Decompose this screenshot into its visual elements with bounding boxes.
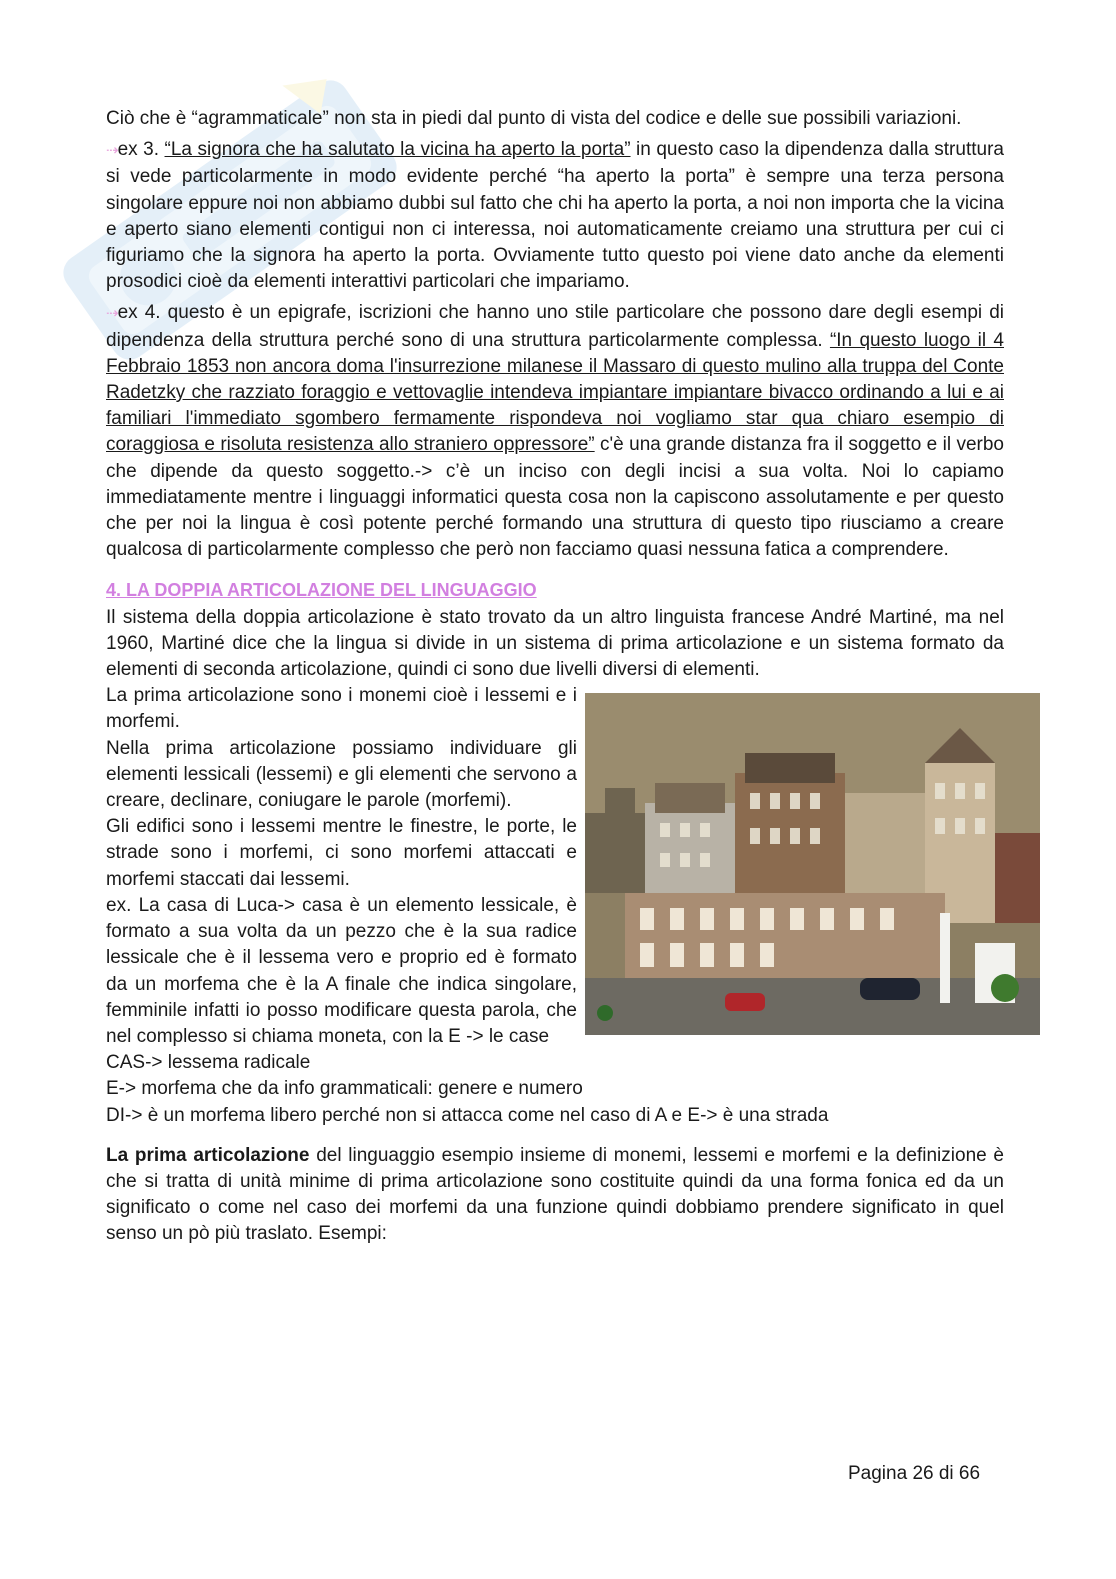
page-number: Pagina 26 di 66 bbox=[848, 1463, 981, 1484]
di-morpheme-line: DI-> è un morfema libero perché non si attacca come nel caso di A e E-> è una strada bbox=[106, 1104, 829, 1126]
final-body: del linguaggio esempio insieme di monemi, lessemi e morfemi e la definizione è che si tratta di unità minime di prima articolazione sono costituite quindi da una forma fonica ed da un significato o come nel caso dei morfemi da una funzione quindi dobbiamo prendere significato in quel senso un pò più traslato. Esempi: bbox=[106, 1144, 1004, 1245]
buildings-analogy-line: Gli edifici sono i lessemi mentre le finestre, le porte, le strade sono i morfemi, ci sono morfemi attaccati e morfemi staccati dai lessemi. bbox=[106, 816, 577, 890]
lexical-elements-line: Nella prima articolazione possiamo individuare gli elementi lessicali (lessemi) e gli elementi che servono a creare, declinare, coniugare le parole (morfemi). bbox=[106, 737, 577, 812]
epigraph-quote: “In questo luogo il 4 Febbraio 1853 non ancora doma l'insurrezione milanese il Massaro di questo mulino alla truppa del Conte Radetzky che razziato foraggio e vettovaglie intendeva impiantare impiantare bivacco ordinando a lui e ai familiari l'immediato sgombero fermamente rispondeva noi vogliamo star qua chiaro esempio di coraggiosa e risoluta resistenza allo straniero oppressore” bbox=[106, 329, 1004, 456]
example-3-quote: “La signora che ha salutato la vicina ha aperto la porta” bbox=[164, 139, 631, 161]
section-intro: Il sistema della doppia articolazione è stato trovato da un altro linguista francese André Martiné, ma nel 1960, Martiné dice che la lingua si divide in un sistema di prima articolazione e un sistema formato da elementi di seconda articolazione, quindi ci sono due livelli diversi di elementi. bbox=[106, 606, 1004, 681]
example-3-lead: ex 3. bbox=[117, 139, 165, 161]
paragraph-agrammaticale: Ciò che è “agrammaticale” non sta in piedi dal punto di vista del codice e delle sue possibili variazioni. bbox=[106, 108, 962, 129]
final-bold-term: La prima articolazione bbox=[106, 1144, 310, 1166]
example-4-lead: ex 4. questo è un epigrafe, iscrizioni che hanno uno stile particolare che possono dare degli esempi di dipendenza della struttura perché sono di una struttura particolarmente complessa. bbox=[106, 302, 1004, 351]
document-body bbox=[106, 106, 1004, 1248]
arrow-icon: ⇢ bbox=[106, 305, 118, 323]
section-heading: 4. LA DOPPIA ARTICOLAZIONE DEL LINGUAGGIO bbox=[106, 580, 537, 601]
e-morpheme-line: E-> morfema che da info grammaticali: genere e numero bbox=[106, 1078, 583, 1100]
first-articulation-line: La prima articolazione sono i monemi cioè i lessemi e i morfemi. bbox=[106, 685, 577, 733]
casa-example-line: ex. La casa di Luca-> casa è un elemento lessicale, è formato a sua volta da un pezzo che è la sua radice lessicale che è il lessema vero e proprio ed è formato da un morfema che è la A finale che indica singolare, femminile infatti io posso modificare questa parola, che nel complesso si chiama moneta, con la E -> le case bbox=[106, 894, 577, 1047]
arrow-icon: ⇢ bbox=[106, 142, 118, 160]
example-4-body: c'è una grande distanza fra il soggetto e il verbo che dipende da questo soggetto.-> c’è un inciso con degli incisi a sua volta. Noi lo capiamo immediatamente mentre i linguaggi informatici questa cosa non la capiscono assolutamente e per questo che per noi la lingua è così potente perché formando una struttura di questo tipo riusciamo a creare qualcosa di particolarmente complesso che però non facciamo quasi nessuna fatica a comprendere. bbox=[106, 434, 1004, 561]
paragraph-example-4 bbox=[106, 300, 1004, 563]
illustrated-block bbox=[106, 683, 1004, 1128]
cas-line: CAS-> lessema radicale bbox=[106, 1052, 311, 1074]
final-paragraph bbox=[106, 1143, 1004, 1248]
paragraph-example-3 bbox=[106, 137, 1004, 295]
example-3-body: in questo caso la dipendenza dalla struttura si vede particolarmente in modo evidente perché “ha aperto la porta” è sempre una terza persona singolare eppure noi non abbiamo dubbi sul fatto che chi ha aperto la porta, a noi non importa che la vicina e aperto siano elementi contigui non ci interessa, noi automaticamente creiamo una struttura per cui ci figuriamo che la signora ha aperto la porta. Ovviamente tutto questo poi viene dato anche da elementi prosodici cioè da elementi interattivi particolari che impariamo. bbox=[106, 139, 1004, 293]
lego-city-photo bbox=[585, 693, 1040, 1035]
